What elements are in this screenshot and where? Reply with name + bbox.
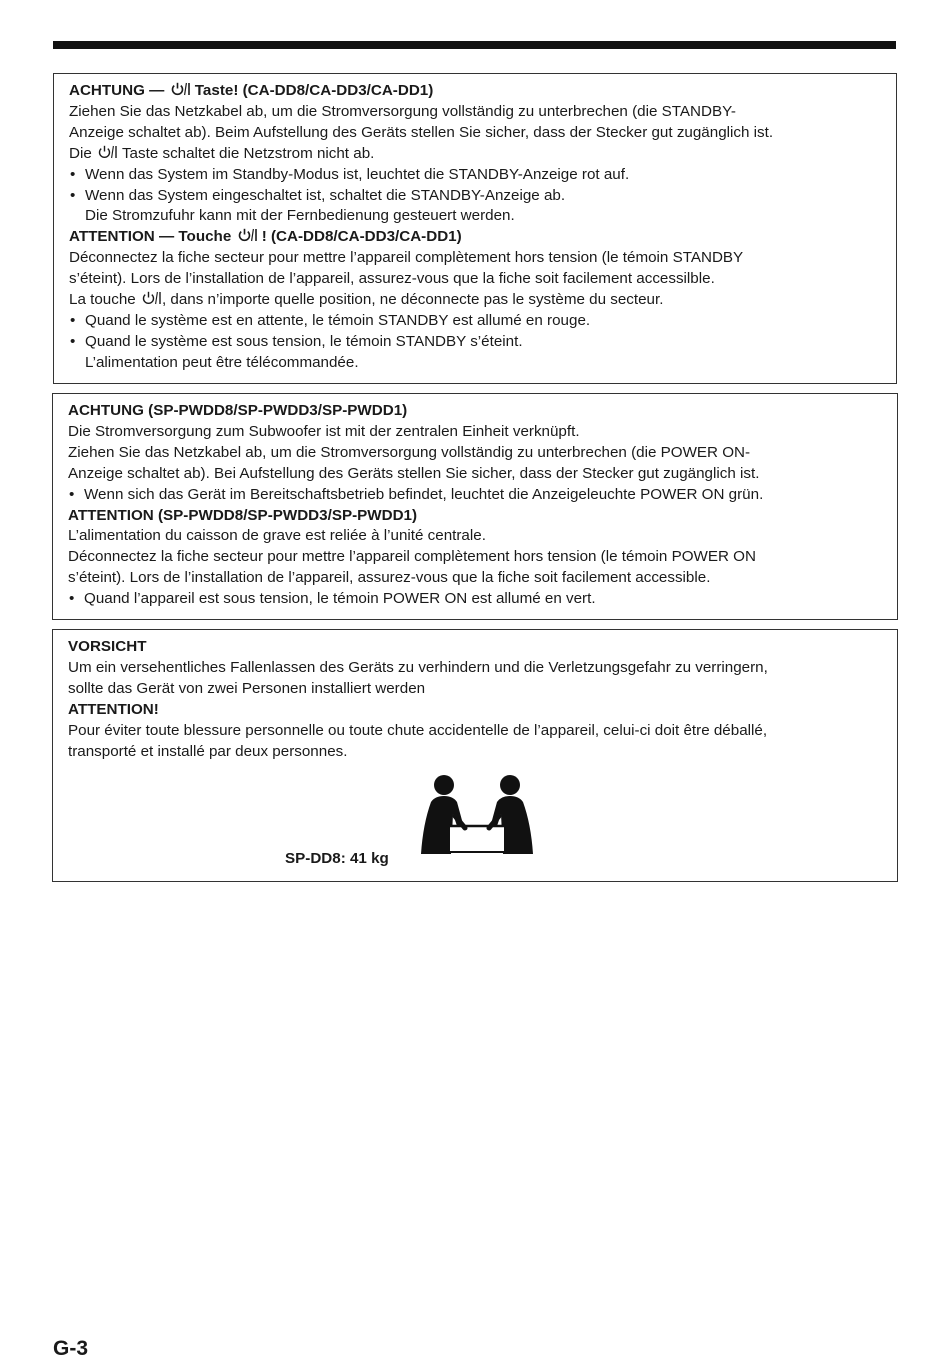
page-number: G-3 [53, 1337, 89, 1360]
list-item: • Quand le système est sous tension, le témoin STANDBY s’éteint. [69, 332, 886, 353]
paragraph-line: Ziehen Sie das Netzkabel ab, um die Stromversorgung vollständig zu unterbrechen (die POWER ON- [68, 443, 751, 461]
list-item: • Wenn das System eingeschaltet ist, schaltet die STANDBY-Anzeige ab. [69, 186, 886, 207]
paragraph-line: Pour éviter toute blessure personnelle ou toute chute accidentelle de l’appareil, celui-ci doit être déballé, [68, 721, 768, 739]
standby-power-icon [97, 145, 117, 159]
warning-heading-fr: ATTENTION (SP-PWDD8/SP-PWDD3/SP-PWDD1) [68, 506, 418, 524]
paragraph-line: s’éteint). Lors de l’installation de l’appareil, assurez-vous que la fiche soit facilement accessible. [68, 569, 711, 587]
paragraph-line: Déconnectez la fiche secteur pour mettre l’appareil complètement hors tension (le témoin POWER ON [68, 548, 756, 566]
paragraph-line: Ziehen Sie das Netzkabel ab, um die Stromversorgung vollständig zu unterbrechen (die STANDBY- [69, 102, 736, 120]
paragraph-line: Die Stromversorgung zum Subwoofer ist mit der zentralen Einheit verknüpft. [68, 422, 580, 440]
list-item: • Wenn das System im Standby-Modus ist, leuchtet die STANDBY-Anzeige rot auf. [69, 165, 886, 186]
paragraph-line: Anzeige schaltet ab). Beim Aufstellung des Geräts stellen Sie sicher, dass der Stecker gut zugänglich ist. [69, 123, 774, 141]
standby-power-icon [170, 82, 190, 96]
paragraph-line: La touche , dans n’importe quelle position, ne déconnecte pas le système du secteur. [69, 291, 664, 309]
paragraph-line: Déconnectez la fiche secteur pour mettre l’appareil complètement hors tension (le témoin STANDBY [69, 249, 744, 267]
caution-box [52, 629, 898, 882]
note-line: Die Stromzufuhr kann mit der Fernbedienung gesteuert werden. [85, 207, 515, 225]
paragraph-line: L’alimentation du caisson de grave est reliée à l’unité centrale. [68, 527, 486, 545]
warning-heading-de: ACHTUNG — Taste! (CA-DD8/CA-DD3/CA-DD1) [69, 82, 434, 99]
caution-heading-de: VORSICHT [68, 638, 147, 655]
weight-label: SP-DD8: 41 kg [285, 850, 389, 867]
paragraph-line: sollte das Gerät von zwei Personen installiert werden [68, 679, 426, 697]
subwoofer-warning-box [52, 393, 898, 620]
standby-power-icon [237, 228, 257, 242]
warning-heading-de: ACHTUNG (SP-PWDD8/SP-PWDD3/SP-PWDD1) [68, 402, 408, 419]
paragraph-line: Anzeige schaltet ab). Bei Aufstellung des Geräts stellen Sie sicher, dass der Stecker gut zugänglich ist. [68, 464, 760, 482]
paragraph-line: s’éteint). Lors de l’installation de l’appareil, assurez-vous que la fiche soit facilement accessilble. [69, 270, 715, 288]
note-line: L’alimentation peut être télécommandée. [85, 353, 359, 371]
caution-heading-fr: ATTENTION! [68, 700, 159, 718]
list-item: • Quand l’appareil est sous tension, le témoin POWER ON est allumé en vert. [68, 589, 887, 610]
paragraph-line: Um ein versehentliches Fallenlassen des Geräts zu verhindern und die Verletzungsgefahr zu verringern, [68, 658, 768, 676]
two-person-lift-icon [419, 774, 535, 863]
standby-warning-box [53, 73, 897, 384]
paragraph-line: Die Taste schaltet die Netzstrom nicht ab. [69, 144, 375, 162]
list-item: • Wenn sich das Gerät im Bereitschaftsbetrieb befindet, leuchtet die Anzeigeleuchte POWER ON grün. [68, 485, 887, 506]
paragraph-line: transporté et installé par deux personnes. [68, 742, 348, 760]
top-rule [53, 41, 896, 49]
standby-power-icon [141, 291, 161, 305]
list-item: • Quand le système est en attente, le témoin STANDBY est allumé en rouge. [69, 311, 886, 332]
warning-heading-fr: ATTENTION — Touche ! (CA-DD8/CA-DD3/CA-DD1) [69, 228, 462, 246]
